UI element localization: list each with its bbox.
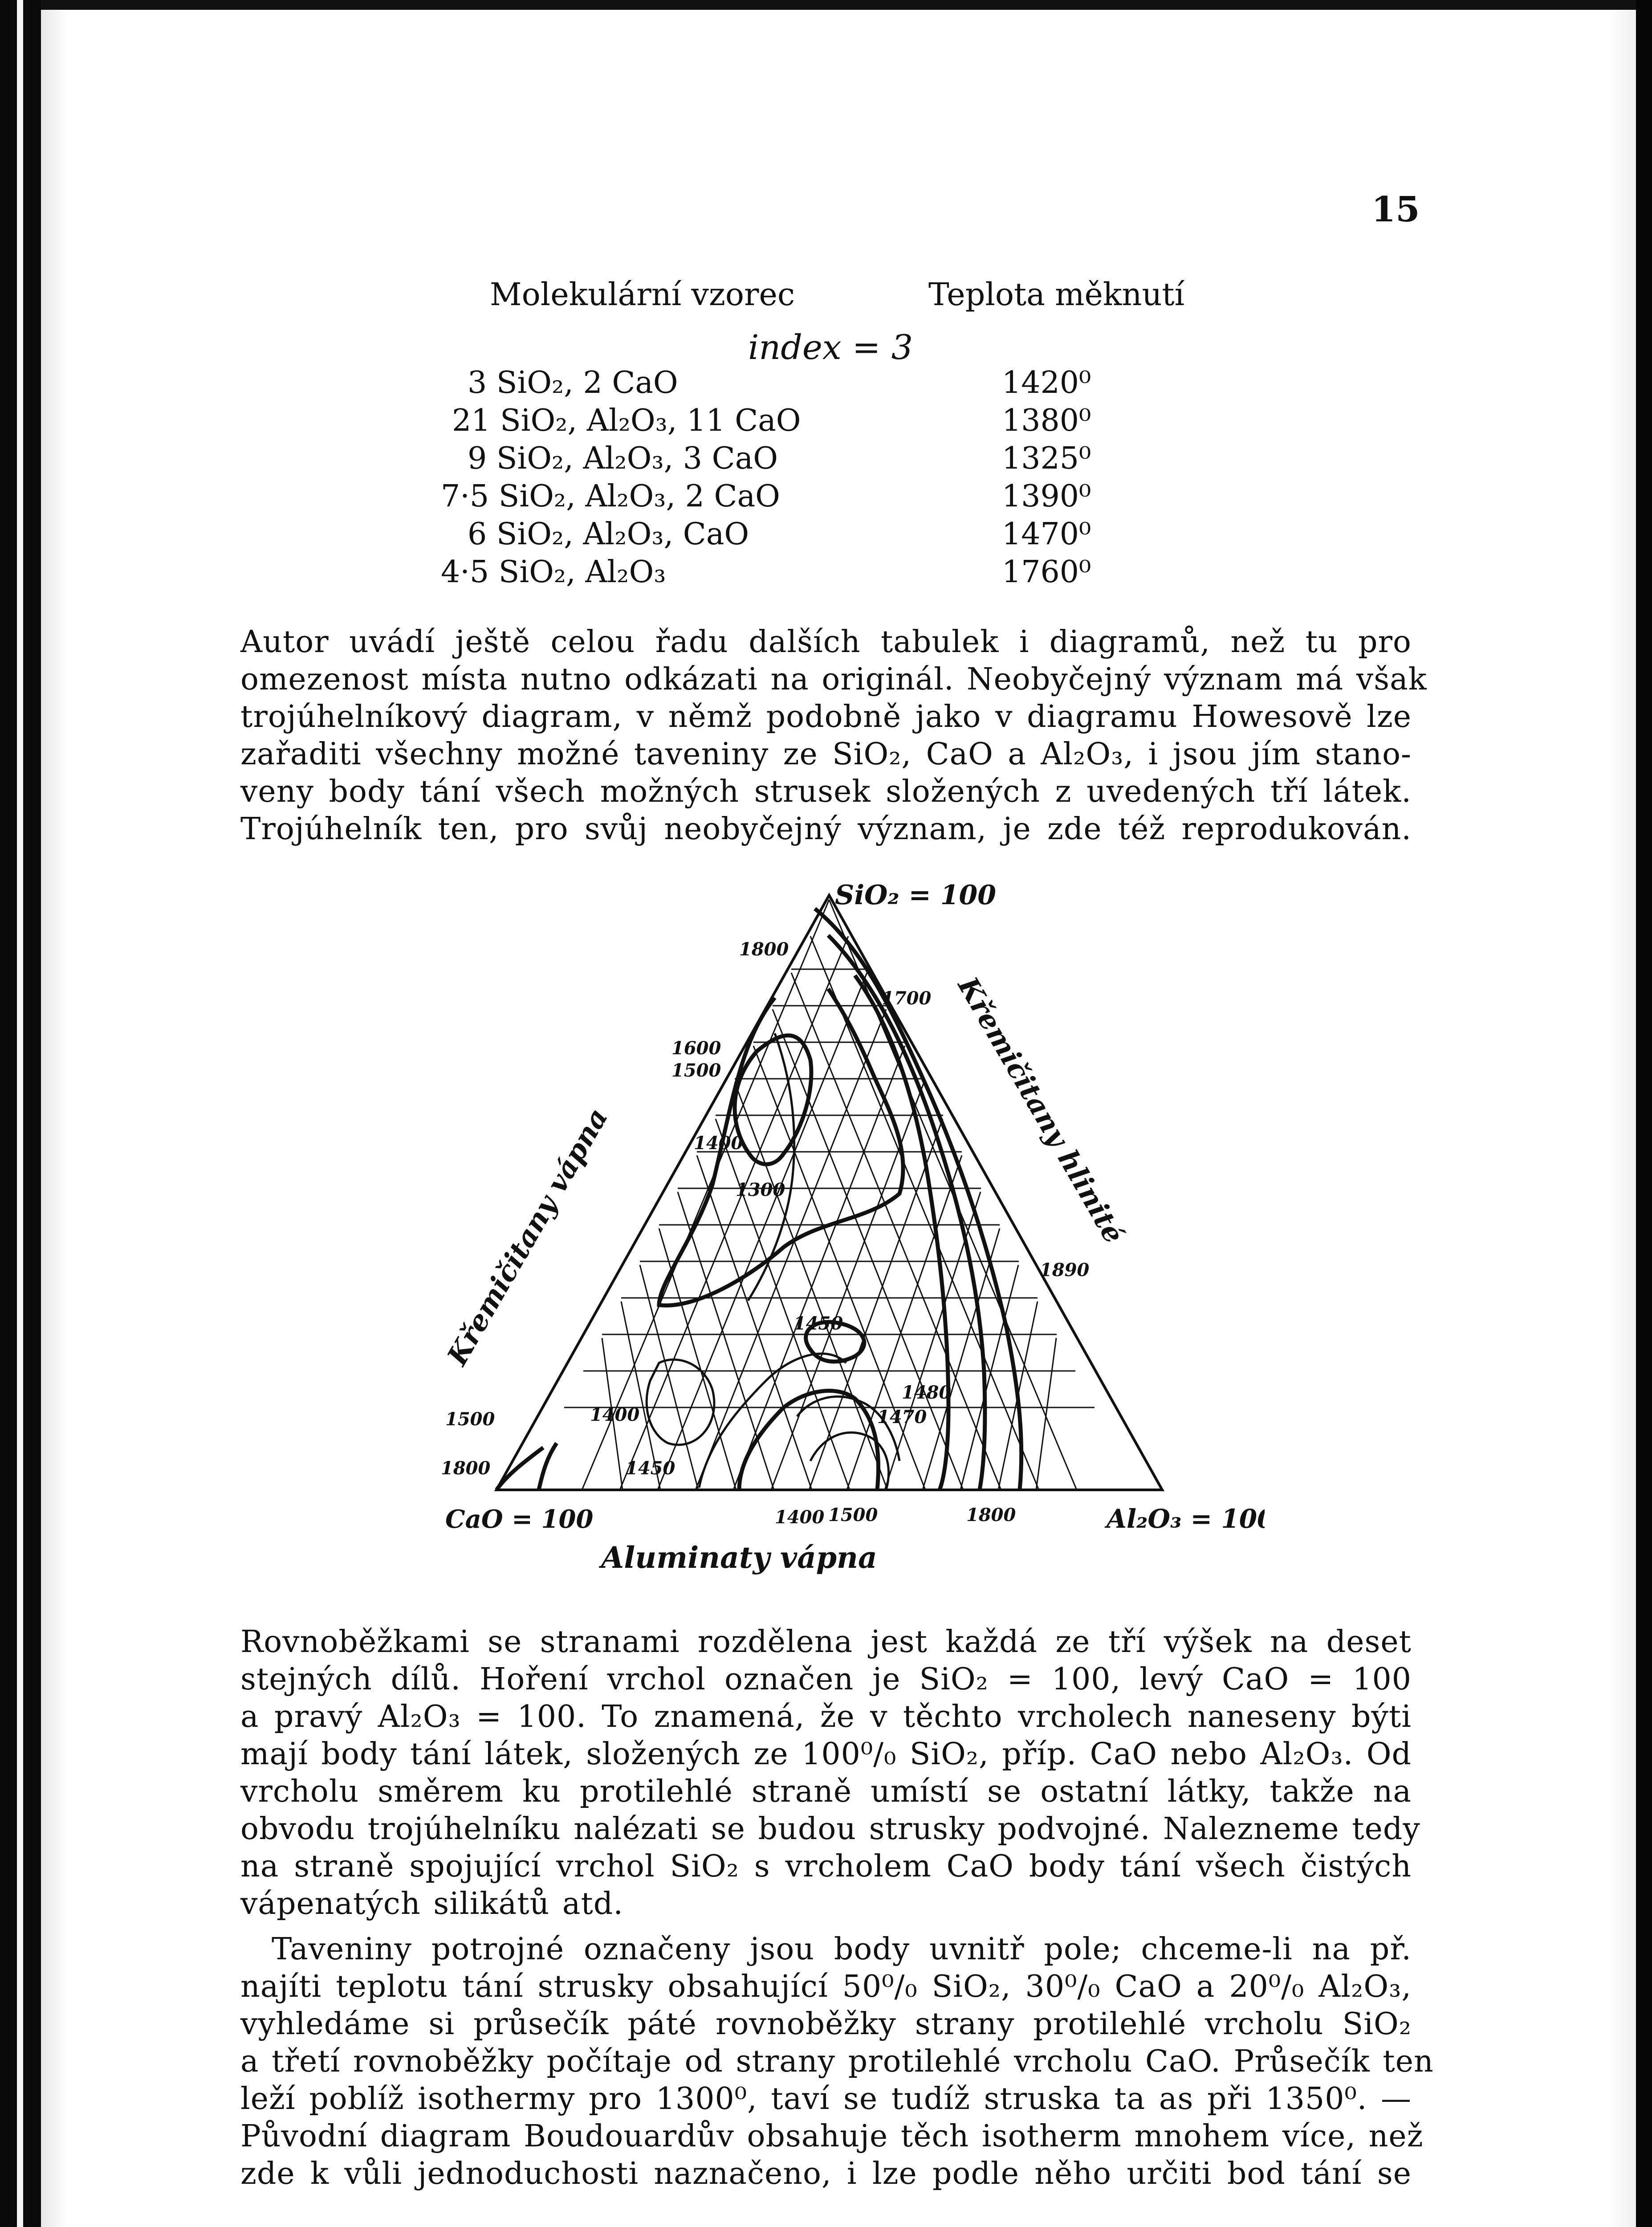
paragraph-intro [240, 624, 1427, 848]
isotherm-label: 1450 [626, 1458, 675, 1479]
text-line: omezenost místa nutno odkázati na originál. Neobyčejný význam má však [240, 662, 1427, 697]
table-header-temperature: Teplota měknutí [928, 276, 1185, 313]
table-row [427, 441, 1184, 479]
page-number: 15 [1371, 189, 1420, 230]
isotherm-label: 1800 [441, 1458, 491, 1479]
ternary-diagram-graphic [427, 882, 1265, 1595]
text-line: vápenatých silikátů atd. [240, 1886, 623, 1921]
text-line: na straně spojující vrchol SiO₂ s vrcholem CaO body tání všech čistých [240, 1849, 1412, 1884]
paragraph-explanation [240, 1623, 1420, 1923]
isotherm-label: 1450 [793, 1313, 843, 1334]
text-line: mají body tání látek, složených ze 100⁰/₀ SiO₂, příp. CaO nebo Al₂O₃. Od [240, 1737, 1412, 1772]
formula-cell: 3 SiO₂, 2 CaO [468, 365, 678, 400]
table-index-label: index = 3 [748, 327, 913, 367]
isotherm-label: 1800 [739, 939, 789, 960]
formula-cell: 6 SiO₂, Al₂O₃, CaO [468, 517, 749, 552]
text-line: a třetí rovnoběžky počítaje od strany protilehlé vrcholu CaO. Průsečík ten [240, 2044, 1434, 2079]
triangle-outline [496, 895, 1162, 1490]
isotherm-label: 1300 [736, 1179, 785, 1200]
table-header-formula: Molekulární vzorec [490, 276, 795, 313]
text-line: leží poblíž isothermy pro 1300⁰, taví se tudíž struska ta as při 1350⁰. — [240, 2081, 1412, 2117]
text-line: vyhledáme si průsečík páté rovnoběžky strany protilehlé vrcholu SiO₂ [240, 2007, 1412, 2042]
text-line: zařaditi všechny možné taveniny ze SiO₂, CaO a Al₂O₃, i jsou jím stano- [240, 737, 1412, 772]
temperature-cell: 1380⁰ [1002, 403, 1091, 438]
formula-cell: 4·5 SiO₂, Al₂O₃ [441, 555, 666, 590]
isotherm-label: 1500 [445, 1409, 495, 1430]
table-row [427, 365, 1184, 403]
isotherm-label: 1400 [590, 1404, 640, 1425]
text-line: Trojúhelník ten, pro svůj neobyčejný význam, je zde též reprodukován. [240, 812, 1412, 847]
isotherm-label: 1400 [775, 1507, 825, 1528]
scan-border-top [0, 0, 1652, 10]
paragraph-example [240, 1931, 1434, 2193]
isotherm-label: 1500 [671, 1060, 721, 1081]
scan-border-left [0, 0, 41, 2227]
temperature-cell: 1325⁰ [1002, 441, 1091, 476]
formula-cell: 7·5 SiO₂, Al₂O₃, 2 CaO [441, 479, 780, 514]
text-line: a pravý Al₂O₃ = 100. To znamená, že v těchto vrcholech naneseny býti [240, 1699, 1412, 1734]
side-label-bottom: Aluminaty vápna [601, 1540, 877, 1575]
scan-border-right [1636, 0, 1652, 2227]
isotherm-label: 1470 [877, 1407, 927, 1428]
isotherm-label: 1890 [1040, 1260, 1090, 1281]
apex-label-al2o3: Al₂O₃ = 100 [1107, 1504, 1265, 1534]
text-line: stejných dílů. Hoření vrchol označen je SiO₂ = 100, levý CaO = 100 [240, 1662, 1412, 1697]
isotherm-label: 1600 [671, 1038, 721, 1059]
table-row [427, 517, 1184, 555]
table-row [427, 479, 1184, 517]
temperature-cell: 1470⁰ [1002, 517, 1091, 552]
table-row [427, 555, 1184, 592]
isotherm-label: 1700 [882, 988, 932, 1009]
isotherm-label: 1480 [902, 1382, 952, 1403]
table-row [427, 403, 1184, 441]
text-line: najíti teplotu tání strusky obsahující 50⁰/₀ SiO₂, 30⁰/₀ CaO a 20⁰/₀ Al₂O₃, [240, 1969, 1412, 2004]
text-line: Taveniny potrojné označeny jsou body uvnitř pole; chceme-li na př. [272, 1932, 1412, 1967]
text-line: Autor uvádí ještě celou řadu dalších tabulek i diagramů, než tu pro [240, 624, 1412, 660]
text-line: Rovnoběžkami se stranami rozdělena jest každá ze tří výšek na deset [240, 1624, 1412, 1660]
side-label-right: Křemičitany hlinité [952, 971, 1131, 1249]
temperature-cell: 1390⁰ [1002, 479, 1091, 514]
apex-label-cao: CaO = 100 [445, 1505, 594, 1534]
temperature-cell: 1760⁰ [1002, 555, 1091, 590]
text-line: vrcholu směrem ku protilehlé straně umístí se ostatní látky, takže na [240, 1774, 1412, 1809]
text-line: obvodu trojúhelníku nalézati se budou strusky podvojné. Nalezneme tedy [240, 1811, 1420, 1847]
text-line: Původní diagram Boudouardův obsahuje těch isotherm mnohem více, než [240, 2119, 1424, 2154]
isotherm-label: 1400 [694, 1133, 744, 1154]
temperature-cell: 1420⁰ [1002, 365, 1091, 400]
formula-table [427, 365, 1184, 592]
ternary-diagram [427, 882, 1265, 1595]
formula-cell: 9 SiO₂, Al₂O₃, 3 CaO [468, 441, 778, 476]
text-line: trojúhelníkový diagram, v němž podobně jako v diagramu Howesově lze [240, 699, 1412, 734]
apex-label-sio2: SiO₂ = 100 [835, 882, 996, 911]
side-label-left: Křemičitany vápna [440, 1102, 614, 1371]
isotherm-label: 1500 [828, 1505, 878, 1525]
isotherm-label: 1800 [966, 1505, 1016, 1525]
formula-cell: 21 SiO₂, Al₂O₃, 11 CaO [452, 403, 801, 438]
text-line: veny body tání všech možných strusek složených z uvedených tří látek. [240, 774, 1412, 809]
text-line: zde k vůli jednoduchosti naznačeno, i lze podle něho určiti bod tání se [240, 2156, 1412, 2191]
